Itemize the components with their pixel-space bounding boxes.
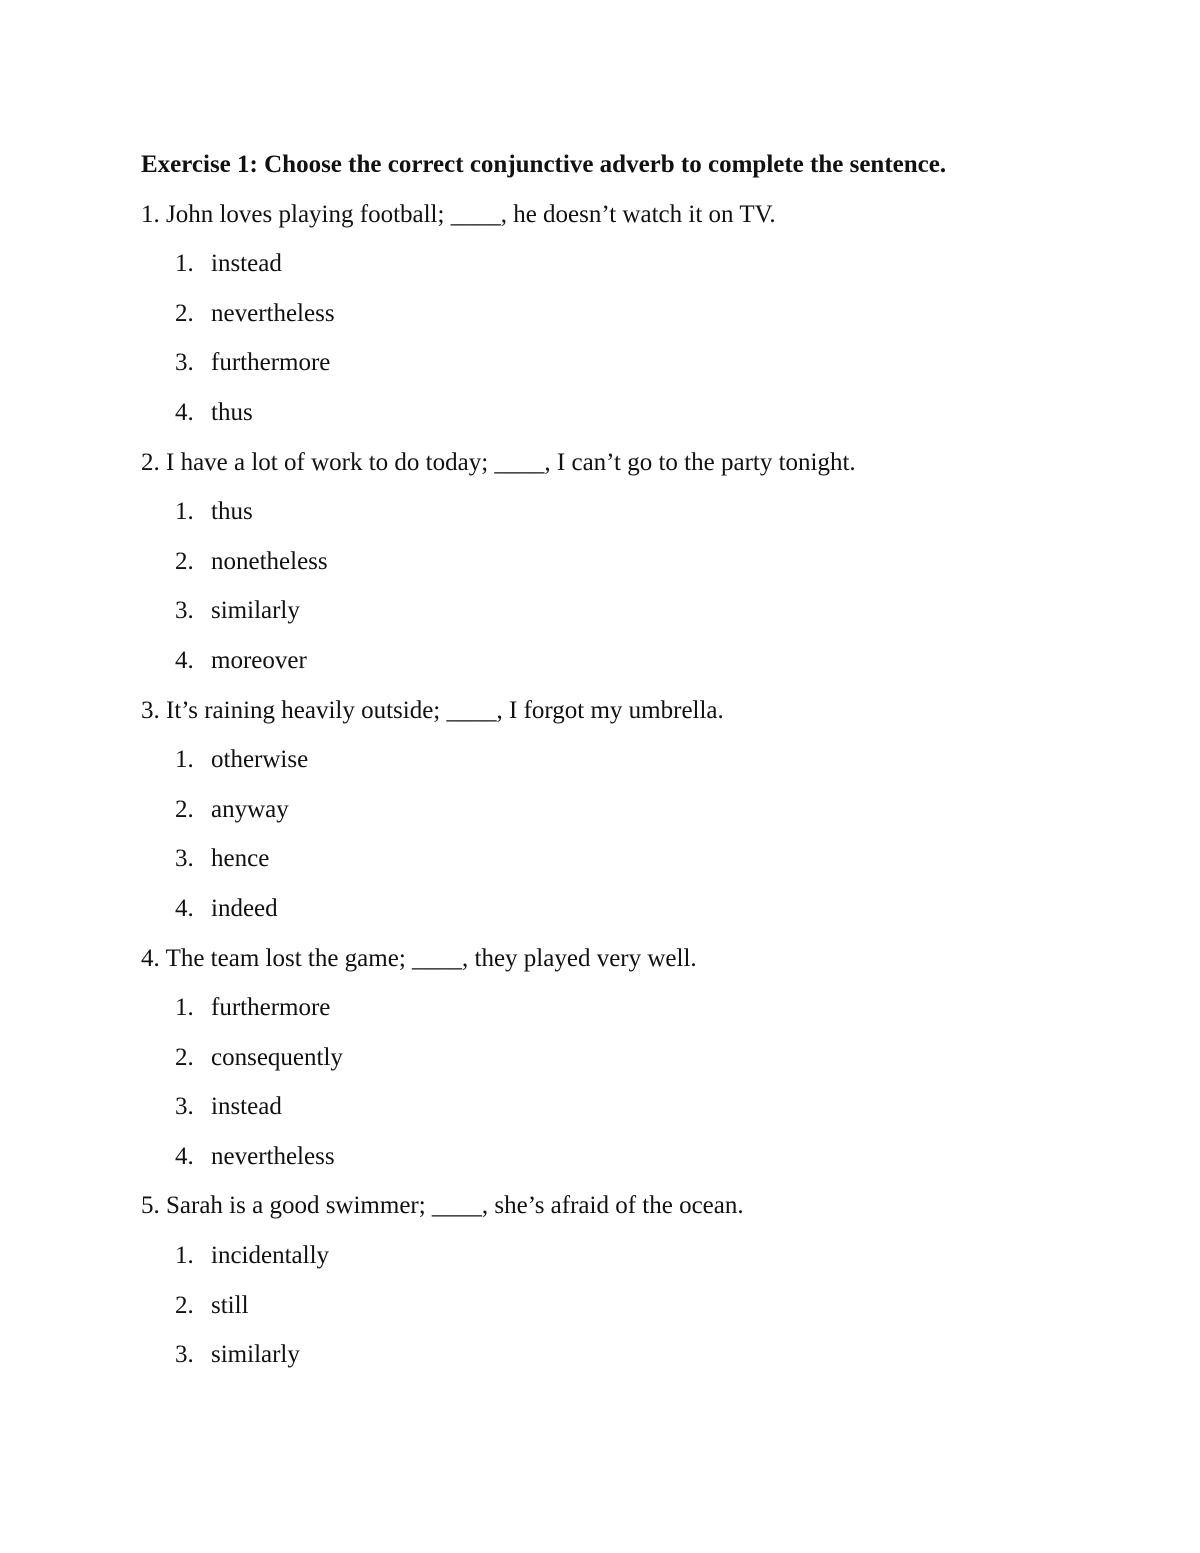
question-number: 5. — [141, 1192, 160, 1220]
option-number: 3. — [175, 1341, 194, 1369]
option-number: 3. — [175, 597, 194, 625]
option-text: similarly — [211, 1341, 300, 1369]
option-text: consequently — [211, 1043, 343, 1071]
question-2-option-4 — [141, 636, 1101, 686]
option-number: 4. — [175, 398, 194, 426]
option-number: 1. — [175, 250, 194, 278]
option-text: hence — [211, 845, 270, 873]
option-number: 4. — [175, 894, 194, 922]
option-number: 1. — [175, 498, 194, 526]
question-4-option-4 — [141, 1132, 1101, 1182]
question-3-option-4 — [141, 884, 1101, 934]
option-text: furthermore — [211, 994, 331, 1022]
question-3-option-2 — [141, 785, 1101, 835]
option-text: moreover — [211, 646, 307, 674]
question-5 — [141, 1181, 1101, 1231]
option-text: thus — [211, 398, 253, 426]
question-2 — [141, 438, 1101, 488]
option-text: still — [211, 1291, 249, 1319]
question-text: I have a lot of work to do today; ____, I can’t go to the party tonight. — [166, 448, 856, 476]
question-1-option-1 — [141, 239, 1101, 289]
question-number: 3. — [141, 696, 160, 724]
question-3 — [141, 686, 1101, 736]
question-2-option-2 — [141, 537, 1101, 587]
question-text: It’s raining heavily outside; ____, I forgot my umbrella. — [166, 696, 724, 724]
question-4-option-2 — [141, 1033, 1101, 1083]
question-4-option-1 — [141, 983, 1101, 1033]
question-text: The team lost the game; ____, they played very well. — [165, 944, 697, 972]
question-number: 4. — [141, 944, 160, 972]
question-text: Sarah is a good swimmer; ____, she’s afraid of the ocean. — [166, 1192, 744, 1220]
option-text: nevertheless — [211, 1142, 335, 1170]
question-3-option-3 — [141, 834, 1101, 884]
question-3-option-1 — [141, 735, 1101, 785]
option-text: thus — [211, 498, 253, 526]
question-5-option-1 — [141, 1231, 1101, 1281]
question-5-option-3 — [141, 1330, 1101, 1380]
option-number: 2. — [175, 795, 194, 823]
option-text: otherwise — [211, 746, 309, 774]
option-text: nonetheless — [211, 547, 328, 575]
option-text: furthermore — [211, 349, 331, 377]
question-number: 1. — [141, 200, 160, 228]
option-number: 2. — [175, 1043, 194, 1071]
option-text: similarly — [211, 597, 300, 625]
option-number: 2. — [175, 299, 194, 327]
option-number: 2. — [175, 547, 194, 575]
question-4-option-3 — [141, 1082, 1101, 1132]
option-number: 4. — [175, 646, 194, 674]
exercise-content — [141, 140, 1101, 1380]
option-number: 1. — [175, 994, 194, 1022]
option-text: anyway — [211, 795, 289, 823]
option-number: 2. — [175, 1291, 194, 1319]
option-number: 3. — [175, 349, 194, 377]
question-text: John loves playing football; ____, he doesn’t watch it on TV. — [166, 200, 776, 228]
option-text: indeed — [211, 894, 278, 922]
question-4 — [141, 934, 1101, 984]
question-1-option-2 — [141, 289, 1101, 339]
question-1-option-4 — [141, 388, 1101, 438]
option-text: nevertheless — [211, 299, 335, 327]
question-1-option-3 — [141, 338, 1101, 388]
question-1 — [141, 190, 1101, 240]
question-2-option-1 — [141, 487, 1101, 537]
option-text: instead — [211, 1093, 282, 1121]
exercise-heading: Exercise 1: Choose the correct conjunctive adverb to complete the sentence. — [141, 151, 947, 178]
option-number: 3. — [175, 845, 194, 873]
option-number: 1. — [175, 1242, 194, 1270]
option-text: instead — [211, 250, 282, 278]
option-number: 1. — [175, 746, 194, 774]
option-text: incidentally — [211, 1242, 330, 1270]
question-5-option-2 — [141, 1281, 1101, 1331]
option-number: 3. — [175, 1093, 194, 1121]
question-2-option-3 — [141, 586, 1101, 636]
question-number: 2. — [141, 448, 160, 476]
option-number: 4. — [175, 1142, 194, 1170]
